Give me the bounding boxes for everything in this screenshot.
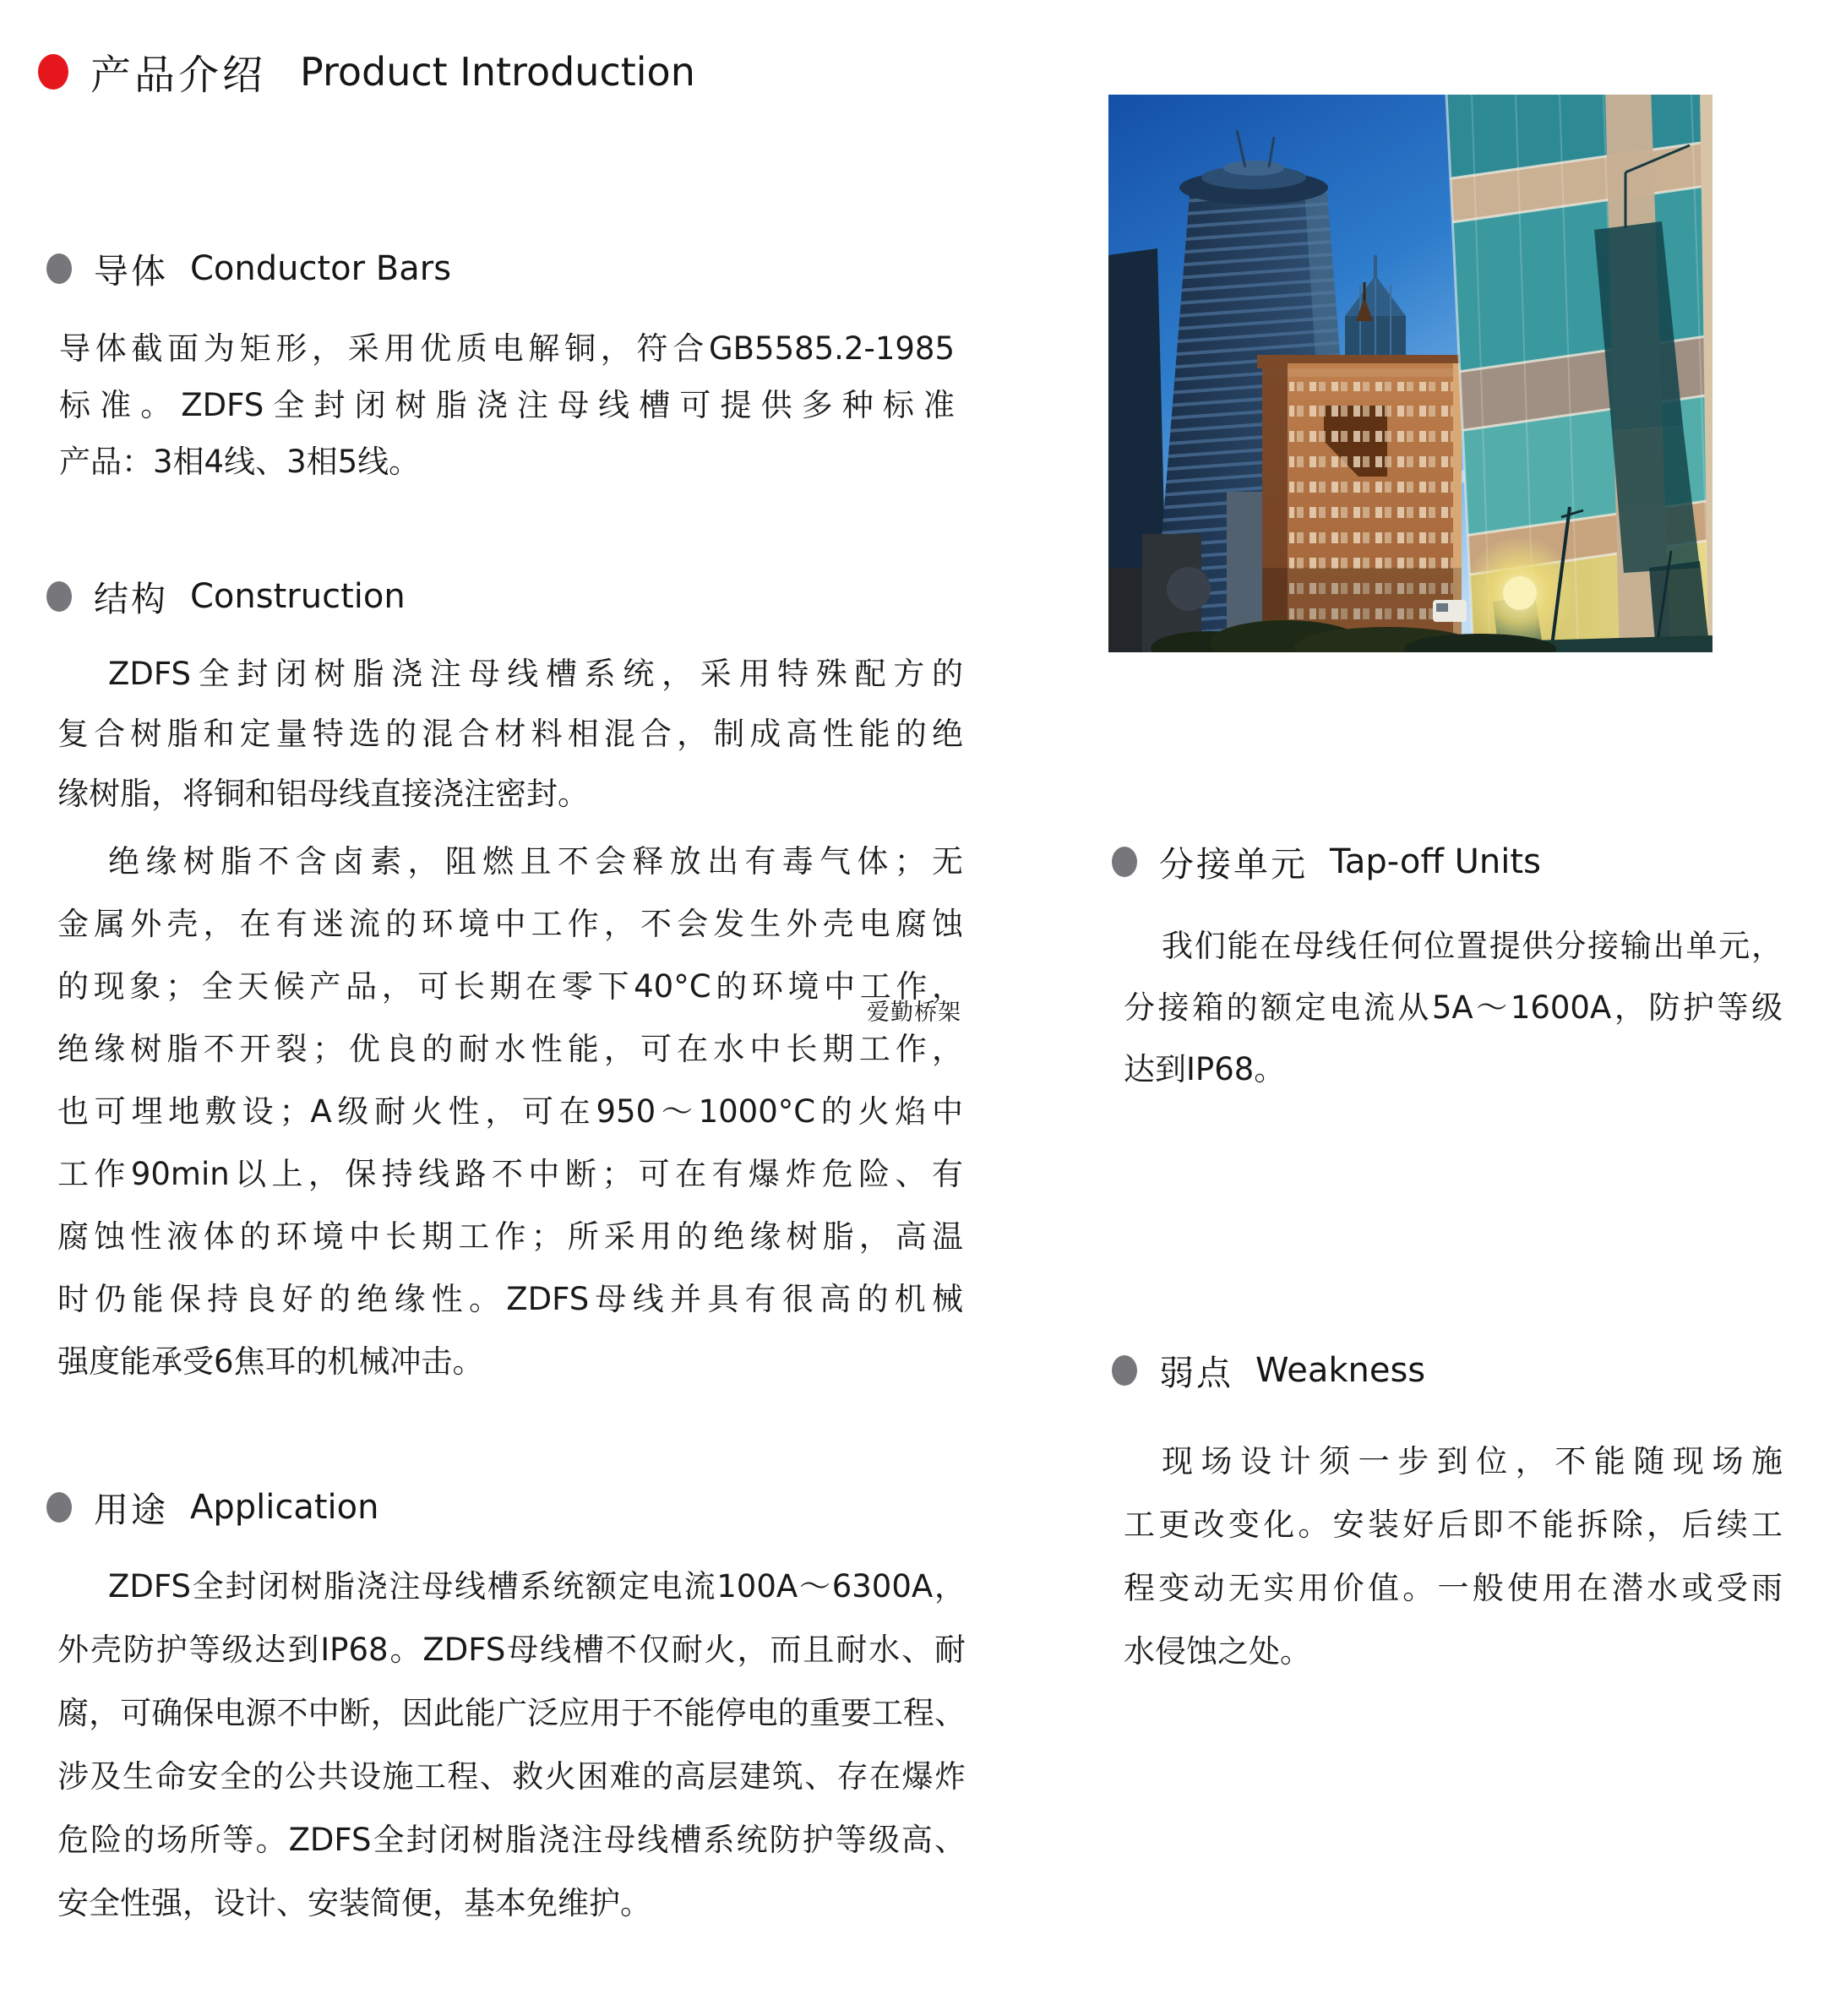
text-line: 产品：3相4线、3相5线。 xyxy=(59,444,421,480)
text-line: 绝缘树脂不含卤素，阻燃且不会释放出有毒气体；无 xyxy=(108,843,963,880)
conductor-paragraph xyxy=(59,320,955,490)
text-line: 水侵蚀之处。 xyxy=(1124,1633,1311,1670)
construction-paragraph-2 xyxy=(57,831,963,1393)
section-title-en: Application xyxy=(190,1487,379,1527)
gray-bullet-icon xyxy=(46,253,72,284)
text-line: 的现象；全天候产品，可长期在零下40°C的环境中工作， xyxy=(57,968,963,1005)
red-bullet-icon xyxy=(38,54,68,90)
section-title-zh: 用途 xyxy=(94,1490,168,1530)
text-line: 复合树脂和定量特选的混合材料相混合，制成高性能的绝 xyxy=(57,716,963,752)
tapoff-paragraph xyxy=(1124,915,1783,1100)
text-line: 强度能承受6焦耳的机械冲击。 xyxy=(57,1343,484,1380)
construction-paragraph-1 xyxy=(57,644,963,824)
application-paragraph xyxy=(57,1555,966,1935)
gray-bullet-icon xyxy=(46,1492,72,1523)
section-title-zh: 分接单元 xyxy=(1159,844,1308,885)
text-line: 外壳防护等级达到IP68。ZDFS母线槽不仅耐火，而且耐水、耐 xyxy=(57,1632,966,1668)
text-line: 导体截面为矩形，采用优质电解铜，符合GB5585.2-1985 xyxy=(59,330,955,367)
section-title-zh: 弱点 xyxy=(1159,1353,1233,1393)
gray-bullet-icon xyxy=(1112,847,1137,877)
section-head-construction xyxy=(46,571,406,621)
gray-bullet-icon xyxy=(1112,1355,1137,1386)
section-title-en: Conductor Bars xyxy=(190,248,452,288)
section-head-conductor xyxy=(46,243,451,293)
text-line: 标准。ZDFS全封闭树脂浇注母线槽可提供多种标准 xyxy=(59,387,955,423)
text-line: 腐，可确保电源不中断，因此能广泛应用于不能停电的重要工程、 xyxy=(57,1695,966,1731)
gray-bullet-icon xyxy=(46,581,72,612)
section-head-tapoff xyxy=(1112,836,1541,886)
text-line: 工作90min以上，保持线路不中断；可在有爆炸危险、有 xyxy=(57,1156,963,1192)
text-line: 绝缘树脂不开裂；优良的耐水性能，可在水中长期工作， xyxy=(57,1031,963,1067)
text-line: 程变动无实用价值。一般使用在潜水或受雨 xyxy=(1124,1570,1783,1606)
page-title-zh: 产品介绍 xyxy=(90,52,267,99)
text-line: 涉及生命安全的公共设施工程、救火困难的高层建筑、存在爆炸 xyxy=(57,1758,966,1795)
text-line: 时仍能保持良好的绝缘性。ZDFS母线并具有很高的机械 xyxy=(57,1281,963,1317)
text-line: 危险的场所等。ZDFS全封闭树脂浇注母线槽系统防护等级高、 xyxy=(57,1822,966,1858)
page-title xyxy=(38,42,695,101)
text-line: 缘树脂，将铜和铝母线直接浇注密封。 xyxy=(57,776,589,812)
section-title-en: Construction xyxy=(190,576,406,616)
text-line: ZDFS全封闭树脂浇注母线槽系统额定电流100A～6300A， xyxy=(108,1568,966,1605)
section-title-zh: 导体 xyxy=(94,251,168,292)
text-line: ZDFS全封闭树脂浇注母线槽系统，采用特殊配方的 xyxy=(108,656,963,692)
text-line: 现场设计须一步到位，不能随现场施 xyxy=(1162,1443,1783,1479)
section-title-en: Weakness xyxy=(1255,1350,1426,1390)
text-line: 工更改变化。安装好后即不能拆除，后续工 xyxy=(1124,1507,1783,1543)
text-line: 金属外壳，在有迷流的环境中工作，不会发生外壳电腐蚀 xyxy=(57,906,963,942)
text-line: 分接箱的额定电流从5A～1600A，防护等级 xyxy=(1124,989,1783,1026)
text-line: 腐蚀性液体的环境中长期工作；所采用的绝缘树脂，高温 xyxy=(57,1218,963,1255)
section-title-en: Tap-off Units xyxy=(1330,842,1541,881)
section-title-zh: 结构 xyxy=(94,579,168,619)
text-line: 我们能在母线任何位置提供分接输出单元， xyxy=(1162,928,1783,964)
section-head-weakness xyxy=(1112,1345,1425,1395)
weakness-paragraph xyxy=(1124,1430,1783,1683)
text-line: 也可埋地敷设；A级耐火性，可在950～1000°C的火焰中 xyxy=(57,1093,963,1130)
section-head-application xyxy=(46,1482,379,1532)
city-skyline-photo xyxy=(1108,95,1712,652)
watermark-text: 爱勤桥架 xyxy=(867,1000,961,1026)
text-line: 达到IP68。 xyxy=(1124,1051,1286,1087)
page-title-en: Product Introduction xyxy=(300,48,695,95)
text-line: 安全性强，设计、安装简便，基本免维护。 xyxy=(57,1885,651,1921)
